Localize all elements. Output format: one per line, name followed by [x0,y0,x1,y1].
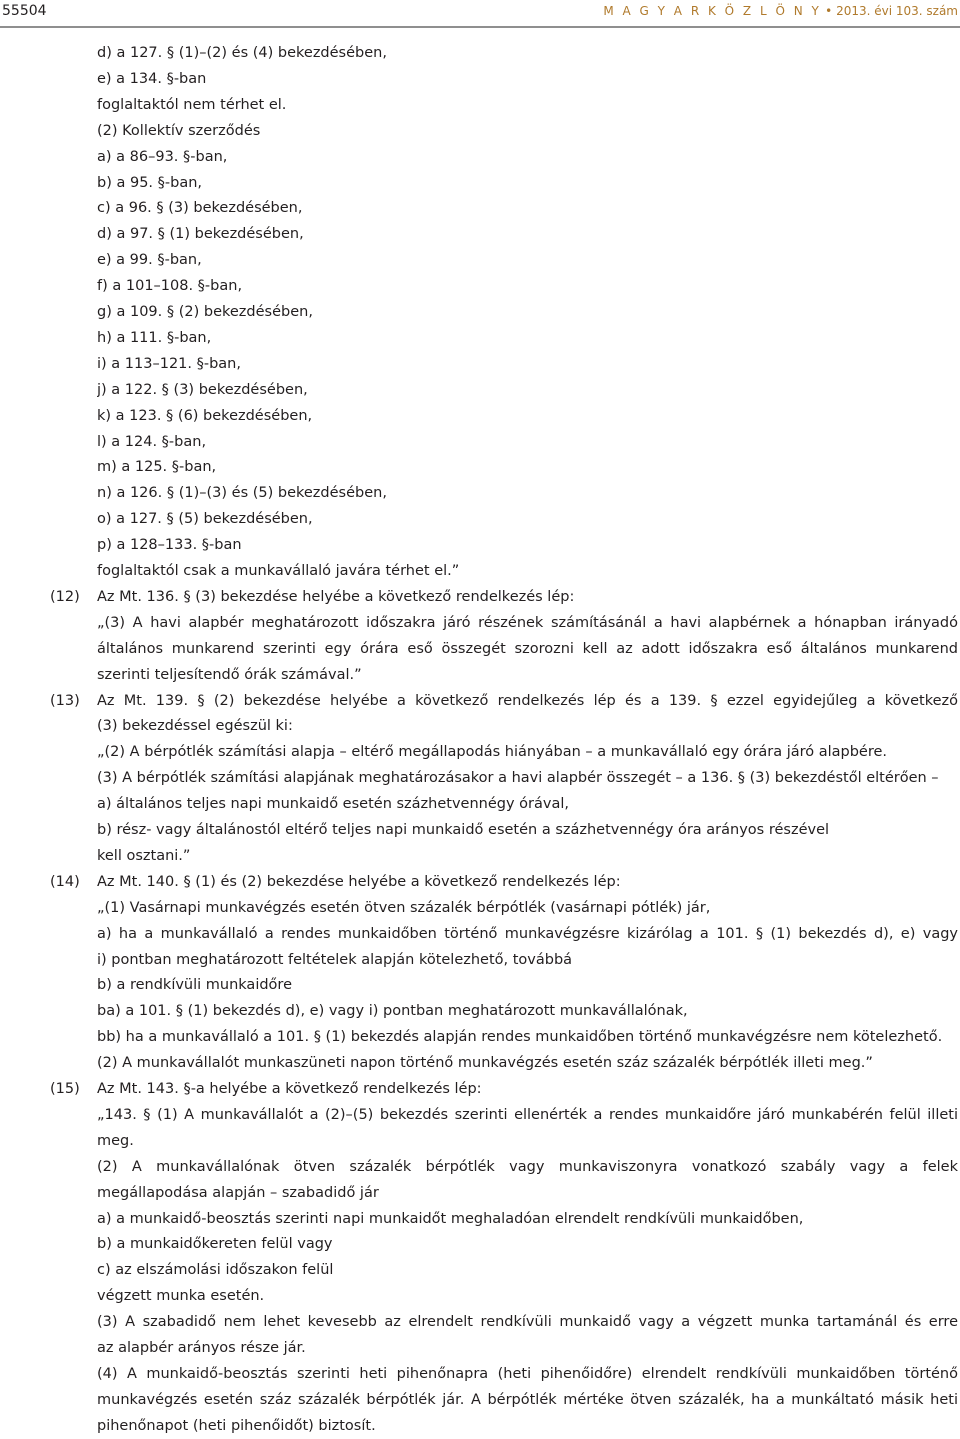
text-line: Az Mt. 140. § (1) és (2) bekezdése helyébe a következő rendelkezés lép: [97,874,621,890]
text-line: foglaltaktól nem térhet el. [97,97,287,113]
paragraph-number: (14) [50,874,80,890]
text-line: „(3) A havi alapbér meghatározott időszakra járó részének számításánál a havi alapbérnek a hónapban irányadó [97,615,958,631]
text-line: b) a rendkívüli munkaidőre [97,977,292,993]
text-line: a) a 86–93. §-ban, [97,149,228,165]
text-line: (3) A szabadidő nem lehet kevesebb az elrendelt rendkívüli munkaidő vagy a végzett munka tartamánál és erre [97,1314,958,1330]
text-line: d) a 97. § (1) bekezdésében, [97,226,304,242]
text-line: k) a 123. § (6) bekezdésében, [97,408,313,424]
text-line: (2) A munkavállalót munkaszüneti napon történő munkavégzés esetén száz százalék bérpótlék illeti meg.” [97,1055,873,1071]
text-line: a) általános teljes napi munkaidő esetén százhetvennégy órával, [97,796,569,812]
text-line: meg. [97,1133,134,1149]
text-line: d) a 127. § (1)–(2) és (4) bekezdésében, [97,45,387,61]
text-line: megállapodása alapján – szabadidő jár [97,1185,379,1201]
text-line: h) a 111. §-ban, [97,330,212,346]
masthead-title: M A G Y A R K Ö Z L Ö N Y [603,4,822,18]
text-line: foglaltaktól csak a munkavállaló javára térhet el.” [97,563,460,579]
paragraph-number: (15) [50,1081,80,1097]
text-line: n) a 126. § (1)–(3) és (5) bekezdésében, [97,485,387,501]
text-line: Az Mt. 143. §-a helyébe a következő rendelkezés lép: [97,1081,482,1097]
text-line: (4) A munkaidő-beosztás szerinti heti pihenőnapra (heti pihenőidőre) elrendelt rendkívüli munkaidőben történő [97,1366,958,1382]
text-line: (2) Kollektív szerződés [97,123,261,139]
text-line: l) a 124. §-ban, [97,434,207,450]
text-line: e) a 99. §-ban, [97,252,202,268]
text-line: g) a 109. § (2) bekezdésében, [97,304,313,320]
text-line: i) pontban meghatározott feltételek alapján kötelezhető, továbbá [97,952,573,968]
text-line: j) a 122. § (3) bekezdésében, [97,382,308,398]
page-header [0,0,960,28]
text-line: a) a munkaidő-beosztás szerinti napi munkaidőt meghaladóan elrendelt rendkívüli munkaidőben, [97,1211,804,1227]
masthead [603,2,958,20]
text-line: az alapbér arányos része jár. [97,1340,306,1356]
paragraph-number: (12) [50,589,80,605]
text-line: p) a 128–133. §-ban [97,537,242,553]
text-line: b) a munkaidőkereten felül vagy [97,1236,333,1252]
text-line: b) rész- vagy általánostól eltérő teljes napi munkaidő esetén a százhetvennégy óra arányos részével [97,822,830,838]
text-line: általános munkarend szerinti egy órára eső összegét szorozni kell az adott időszakra eső általános munkarend [97,641,958,657]
page-number: 55504 [2,3,47,19]
text-line: munkavégzés esetén száz százalék bérpótlék jár. A bérpótlék mértéke ötven százalék, ha a munkáltató másik heti [97,1392,958,1408]
paragraph-number: (13) [50,693,80,709]
text-line: Az Mt. 136. § (3) bekezdése helyébe a következő rendelkezés lép: [97,589,575,605]
text-line: kell osztani.” [97,848,191,864]
text-line: (2) A munkavállalónak ötven százalék bérpótlék vagy munkaviszonyra vonatkozó szabály vagy a felek [97,1159,958,1175]
text-line: ba) a 101. § (1) bekezdés d), e) vagy i) pontban meghatározott munkavállalónak, [97,1003,688,1019]
text-line: (3) A bérpótlék számítási alapjának meghatározásakor a havi alapbér összegét – a 136. § (3) bekezdéstől eltérően – [97,770,939,786]
text-line: végzett munka esetén. [97,1288,265,1304]
masthead-issue: • 2013. évi 103. szám [825,4,958,18]
text-line: Az Mt. 139. § (2) bekezdése helyébe a következő rendelkezés lép és a 139. § ezzel egyidejűleg a következő [97,693,958,709]
text-line: (3) bekezdéssel egészül ki: [97,718,293,734]
text-line: „(1) Vasárnapi munkavégzés esetén ötven százalék bérpótlék (vasárnapi pótlék) jár, [97,900,711,916]
text-line: bb) ha a munkavállaló a 101. § (1) bekezdés alapján rendes munkaidőben történő munkavégzésre nem kötelezhető. [97,1029,943,1045]
text-line: „(2) A bérpótlék számítási alapja – eltérő megállapodás hiányában – a munkavállaló egy órára járó alapbére. [97,744,888,760]
text-line: i) a 113–121. §-ban, [97,356,241,372]
text-line: e) a 134. §-ban [97,71,207,87]
text-line: c) az elszámolási időszakon felül [97,1262,334,1278]
text-line: a) ha a munkavállaló a rendes munkaidőben történő munkavégzésre kizárólag a 101. § (1) bekezdés d), e) vagy [97,926,958,942]
text-line: o) a 127. § (5) bekezdésében, [97,511,313,527]
text-line: „143. § (1) A munkavállalót a (2)–(5) bekezdés szerinti ellenérték a rendes munkaidőre járó munkabérén felül illeti [97,1107,958,1123]
text-line: b) a 95. §-ban, [97,175,203,191]
text-line: szerinti teljesítendő órák számával.” [97,667,362,683]
text-line: c) a 96. § (3) bekezdésében, [97,200,303,216]
text-line: m) a 125. §-ban, [97,459,217,475]
text-line: f) a 101–108. §-ban, [97,278,243,294]
text-line: pihenőnapot (heti pihenőidőt) biztosít. [97,1418,376,1434]
